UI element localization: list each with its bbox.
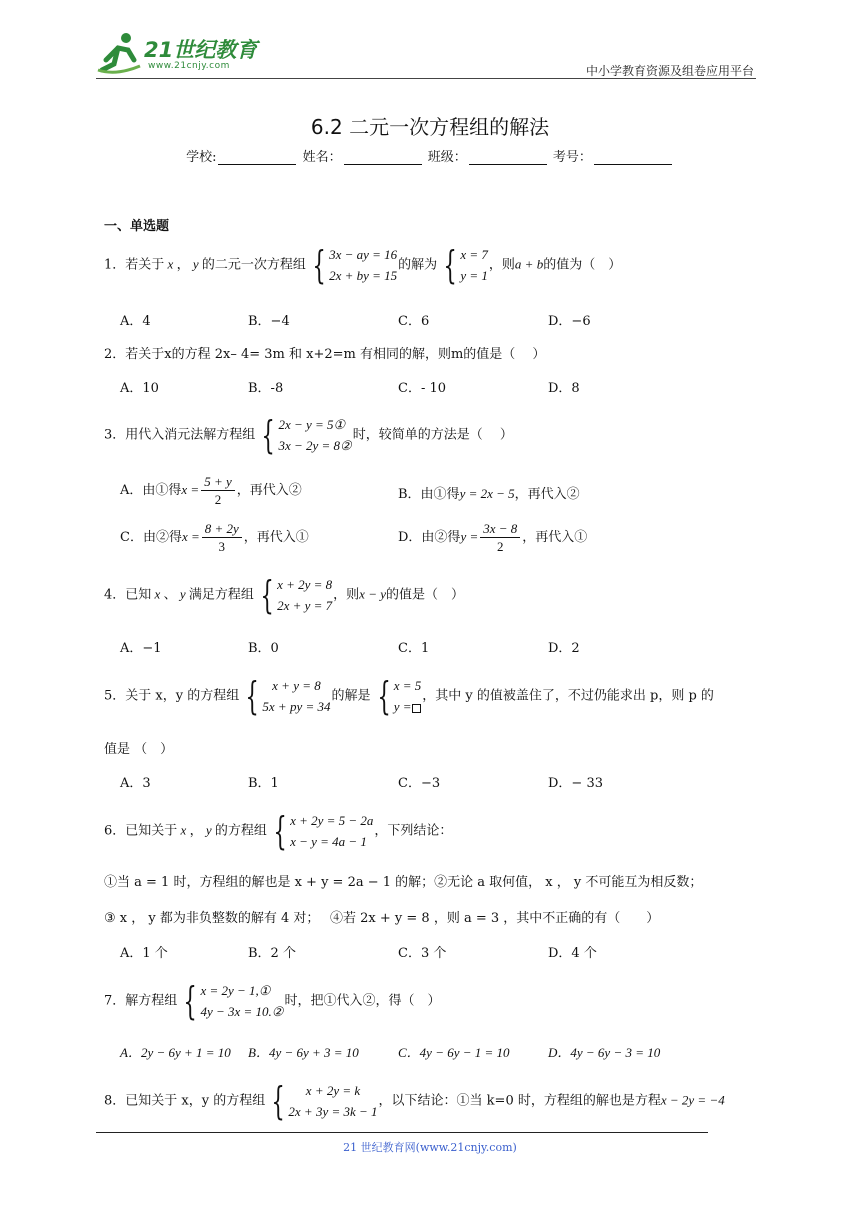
page-title: 6.2 二元一次方程组的解法 [310, 115, 550, 139]
q3-option-b[interactable] [398, 483, 580, 502]
q4-text-e: 的值是（ ） [385, 587, 464, 603]
q7-option-a[interactable]: A．2y − 6y + 1 = 10 [120, 1045, 231, 1060]
q5-eq1: x + y = 8 [272, 678, 321, 693]
q5-text-a: 5．关于 x，y 的方程组 [104, 688, 240, 704]
q1-text-d: ，则 [488, 257, 515, 273]
q7-option-c[interactable]: C．4y − 6y − 1 = 10 [398, 1045, 510, 1060]
q5-line2: 值是 （ ） [104, 742, 174, 757]
q7-option-d[interactable]: D．4y − 6y − 3 = 10 [548, 1045, 661, 1060]
q3-optC-frac [202, 520, 242, 555]
q3-eq2: 3x − 2y = 8② [278, 438, 352, 453]
q8-system: { x + 2y = k 2x + 3y = 3k − 1 [271, 1079, 378, 1123]
question-6: 6．已知关于 x ， y 的方程组 { x + 2y = 5 − 2a x − y = 4a − 1 ，下列结论： [104, 809, 453, 853]
q1-text-e: 的值为（ ） [543, 257, 622, 273]
question-3 [104, 414, 513, 456]
q3-optD-frac [480, 520, 520, 555]
q3-optB-tail: ，再代入② [514, 487, 580, 502]
logo-url: www.21cnjy.com [148, 61, 230, 71]
q4-option-b[interactable]: B．0 [248, 641, 279, 656]
question-2: 2．若关于x的方程 2x– 4= 3m 和 x+2=m 有相同的解，则m的值是（ ） [104, 347, 546, 362]
q8-text-b: ，以下结论：①当 k=0 时，方程组的解也是方程 [378, 1093, 661, 1109]
q5-sol1: x = 5 [393, 678, 422, 693]
q1-system: { 3x − ay = 16 2x + by = 15 [312, 243, 398, 287]
q1-text-c: 的解为 [398, 257, 438, 273]
q1-solution: { x = 7 y = 1 [443, 243, 488, 287]
school-label: 学校: [186, 150, 217, 165]
q7-eq2: 4y − 3x = 10.② [200, 1004, 284, 1019]
q2-option-b[interactable]: B．-8 [248, 381, 284, 396]
q6-eq1: x + 2y = 5 − 2a [290, 813, 374, 828]
q3-optB-label: B．由①得 [398, 487, 460, 502]
q4-eq2: 2x + y = 7 [277, 598, 333, 613]
q1-sol2: y = 1 [460, 268, 488, 283]
q3-optC-num: 8 + 2y [202, 520, 242, 538]
q6-option-c[interactable]: C．3 个 [398, 946, 447, 961]
footer-divider [96, 1132, 708, 1133]
question-1: 1．若关于 x ， y 的二元一次方程组 { 3x − ay = 16 2x + by = 15 的解为 { x = 7 y = 1 ，则a + b的值为（ ） [104, 243, 622, 287]
q3-system: { 2x − y = 5① 3x − 2y = 8② [261, 413, 352, 457]
q4-text-a: 4．已知 [104, 587, 152, 603]
q6-text-c: ，下列结论： [374, 823, 453, 839]
q4-system: { x + 2y = 8 2x + y = 7 [260, 573, 333, 617]
q6-text-a: 6．已知关于 [104, 823, 178, 839]
q7-text-b: 时，把①代入②，得（ ） [284, 993, 441, 1009]
q6-option-a[interactable]: A．1 个 [120, 946, 168, 961]
class-blank[interactable] [469, 150, 547, 165]
q6-line2: ①当 a = 1 时，方程组的解也是 x + y = 2a − 1 的解；②无论 a 取何值， x ， y 不可能互为相反数； [104, 875, 703, 890]
q7-option-b[interactable]: B．4y − 6y + 3 = 10 [248, 1045, 359, 1060]
q5-sol2: y = [393, 699, 412, 714]
q3-optA-den: 2 [214, 492, 222, 507]
q3-optC-lhs: x = [181, 529, 200, 544]
q3-optD-den: 2 [497, 539, 504, 554]
q3-optA-tail: ，再代入② [236, 483, 302, 498]
q4-option-c[interactable]: C．1 [398, 641, 430, 656]
q7-eq1: x = 2y − 1,① [200, 983, 271, 998]
q3-optD-num: 3x − 8 [480, 520, 520, 538]
q3-optA-lhs: x = [181, 482, 200, 497]
number-label: 考号： [552, 150, 592, 165]
q4-text-d: ，则 [333, 587, 360, 603]
q8-eq1: x + 2y = k [305, 1083, 361, 1098]
q4-text-b: 、 [163, 587, 177, 603]
class-label: 班级： [427, 150, 467, 165]
name-label: 姓名： [302, 150, 342, 165]
q3-option-a[interactable] [120, 473, 302, 508]
q4-eq1: x + 2y = 8 [277, 577, 333, 592]
name-blank[interactable] [344, 150, 422, 165]
q1-option-b[interactable]: B．−4 [248, 314, 290, 329]
q1-eq2: 2x + by = 15 [329, 268, 398, 283]
q8-tail-eq: x − 2y = −4 [660, 1092, 725, 1108]
q1-expr: a + b [514, 256, 544, 272]
q5-option-c[interactable]: C．−3 [398, 776, 441, 791]
q3-optA-frac [201, 473, 235, 508]
q5-option-d[interactable]: D．− 33 [548, 776, 603, 791]
q5-option-a[interactable]: A．3 [120, 776, 151, 791]
q4-text-c: 满足方程组 [188, 587, 254, 603]
q3-optD-lhs: y = [460, 529, 479, 544]
logo-text: 21世纪教育 [144, 38, 258, 62]
runner-logo-icon [96, 30, 142, 76]
question-5 [104, 675, 714, 717]
question-7 [104, 980, 440, 1022]
q7-text-a: 7．解方程组 [104, 993, 178, 1009]
q3-text-b: 时，较简单的方法是（ ） [352, 427, 513, 443]
q5-text-c: ，其中 y 的值被盖住了，不过仍能求出 p，则 p 的 [422, 688, 714, 704]
school-blank[interactable] [218, 150, 296, 165]
q1-text-b: 的二元一次方程组 [201, 257, 306, 273]
number-blank[interactable] [594, 150, 672, 165]
q5-text-b: 的解是 [331, 688, 371, 704]
q1-option-a[interactable]: A．4 [120, 314, 151, 329]
header-divider [96, 78, 756, 79]
q8-text-a: 8．已知关于 x，y 的方程组 [104, 1093, 266, 1109]
q3-optA-num: 5 + y [201, 473, 235, 491]
q3-optB-expr: y = 2x − 5 [459, 486, 515, 501]
q4-option-d[interactable]: D．2 [548, 641, 580, 656]
q3-optD-label: D．由②得 [398, 530, 461, 545]
q5-eq2: 5x + py = 34 [262, 699, 331, 714]
q3-optC-tail: ，再代入① [243, 530, 309, 545]
q1-text-a: 1．若关于 [104, 257, 165, 273]
section-heading: 一、单选题 [104, 219, 170, 234]
q6-eq2: x − y = 4a − 1 [290, 834, 367, 849]
q3-optC-label: C．由②得 [120, 530, 182, 545]
site-logo [96, 30, 266, 76]
q5-option-b[interactable]: B．1 [248, 776, 279, 791]
q6-option-b[interactable]: B．2 个 [248, 946, 296, 961]
q3-option-c[interactable] [120, 520, 309, 555]
student-info-row [0, 146, 860, 165]
q1-eq1: 3x − ay = 16 [329, 247, 398, 262]
q7-system: { x = 2y − 1,① 4y − 3x = 10.② [183, 979, 284, 1023]
q3-text-a: 3．用代入消元法解方程组 [104, 427, 256, 443]
q4-option-a[interactable]: A．−1 [120, 641, 162, 656]
q3-eq1: 2x − y = 5① [278, 417, 346, 432]
q2-option-d[interactable]: D．8 [548, 381, 580, 396]
q6-line3: ③ x ， y 都为非负整数的解有 4 对； ④若 2x + y = 8 ，则 a = 3 ，其中不正确的有（ ） [104, 911, 660, 926]
q6-option-d[interactable]: D．4 个 [548, 946, 597, 961]
covered-value-box [412, 704, 421, 713]
q1-option-d[interactable]: D．−6 [548, 314, 591, 329]
q3-optA-label: A．由①得 [120, 483, 182, 498]
q1-option-c[interactable]: C．6 [398, 314, 430, 329]
q5-solution: { x = 5 y = [376, 674, 422, 718]
platform-name: 中小学教育资源及组卷应用平台 [585, 64, 754, 78]
q3-option-d[interactable] [398, 520, 587, 555]
footer-link[interactable]: 21 世纪教育网(www.21cnjy.com) [343, 1141, 517, 1154]
question-8 [104, 1080, 725, 1122]
q3-optD-tail: ，再代入① [522, 530, 588, 545]
q1-sol1: x = 7 [460, 247, 488, 262]
q6-text-b: 的方程组 [214, 823, 267, 839]
q6-system: { x + 2y = 5 − 2a x − y = 4a − 1 [273, 809, 374, 853]
q5-system: { x + y = 8 5x + py = 34 [245, 674, 331, 718]
q4-expr: x − y [359, 586, 386, 602]
q8-eq2: 2x + 3y = 3k − 1 [288, 1104, 378, 1119]
question-4: 4．已知 x 、 y 满足方程组 { x + 2y = 8 2x + y = 7 ，则x − y的值是（ ） [104, 573, 464, 617]
q3-optC-den: 3 [218, 539, 226, 554]
q2-option-c[interactable]: C．- 10 [398, 381, 447, 396]
q2-option-a[interactable]: A．10 [120, 381, 159, 396]
